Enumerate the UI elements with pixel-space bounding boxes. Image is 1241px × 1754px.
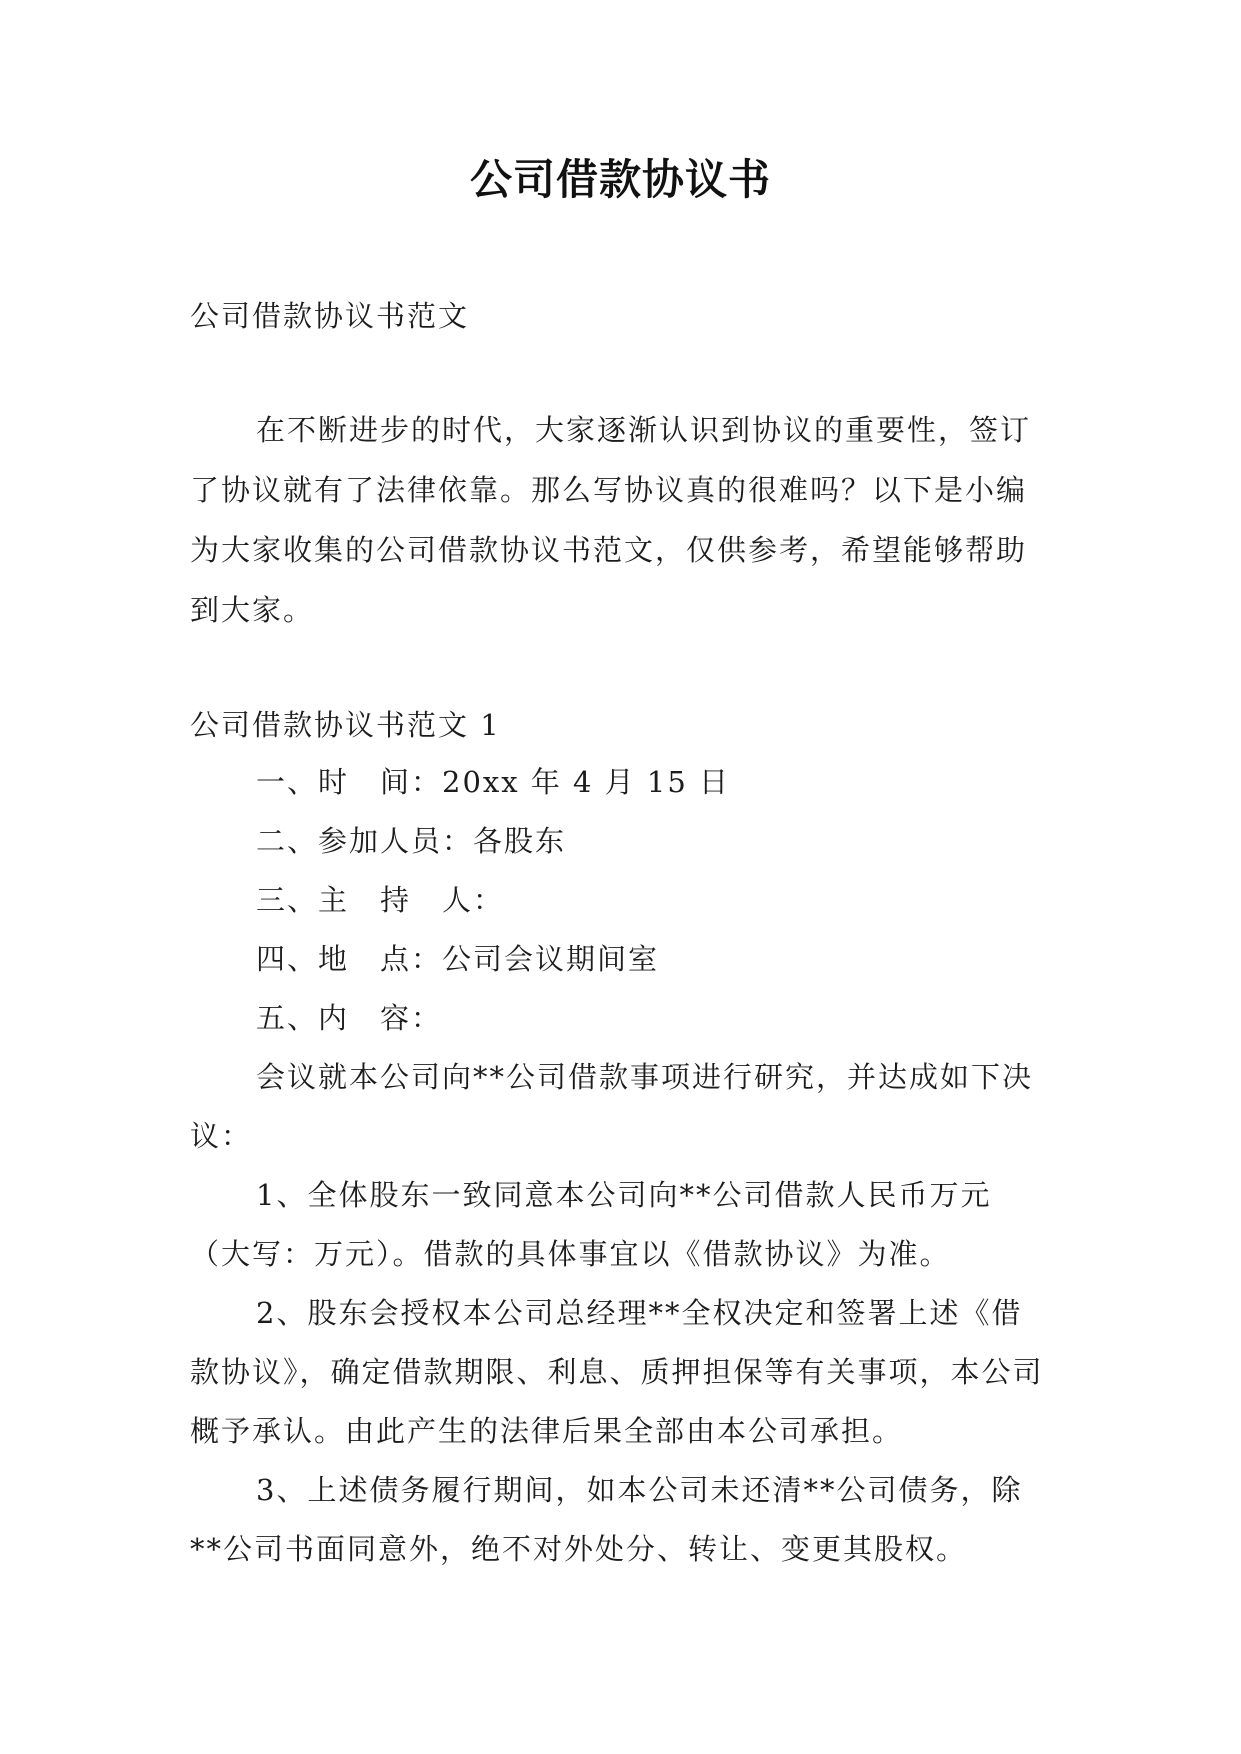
- resolution-intro: 会议就本公司向**公司借款事项进行研究，并达成如下决议：: [190, 1060, 1034, 1153]
- item-host: 三、主 持 人：: [256, 883, 505, 917]
- section-body: [190, 753, 1052, 1579]
- document-subtitle: 公司借款协议书范文: [190, 299, 470, 333]
- item-location: 四、地 点：公司会议期间室: [256, 942, 660, 976]
- intro-paragraph: 在不断进步的时代，大家逐渐认识到协议的重要性，签订了协议就有了法律依靠。那么写协议真的很难吗？以下是小编为大家收集的公司借款协议书范文，仅供参考，希望能够帮助到大家。: [190, 413, 1032, 627]
- resolution-2: 2、股东会授权本公司总经理**全权决定和签署上述《借款协议》，确定借款期限、利息、质押担保等有关事项，本公司概予承认。由此产生的法律后果全部由本公司承担。: [190, 1296, 1044, 1448]
- item-attendees: 二、参加人员：各股东: [256, 824, 567, 858]
- resolution-1: 1、全体股东一致同意本公司向**公司借款人民币万元（大写：万元）。借款的具体事宜以《借款协议》为准。: [190, 1178, 992, 1271]
- item-time: 一、时 间：20xx 年 4 月 15 日: [256, 765, 731, 799]
- item-content: 五、内 容：: [256, 1001, 443, 1035]
- document-title: 公司借款协议书: [469, 155, 771, 204]
- resolution-3: 3、上述债务履行期间，如本公司未还清**公司债务，除**公司书面同意外，绝不对外处分、转让、变更其股权。: [190, 1473, 1023, 1566]
- section-heading: 公司借款协议书范文 1: [190, 708, 501, 742]
